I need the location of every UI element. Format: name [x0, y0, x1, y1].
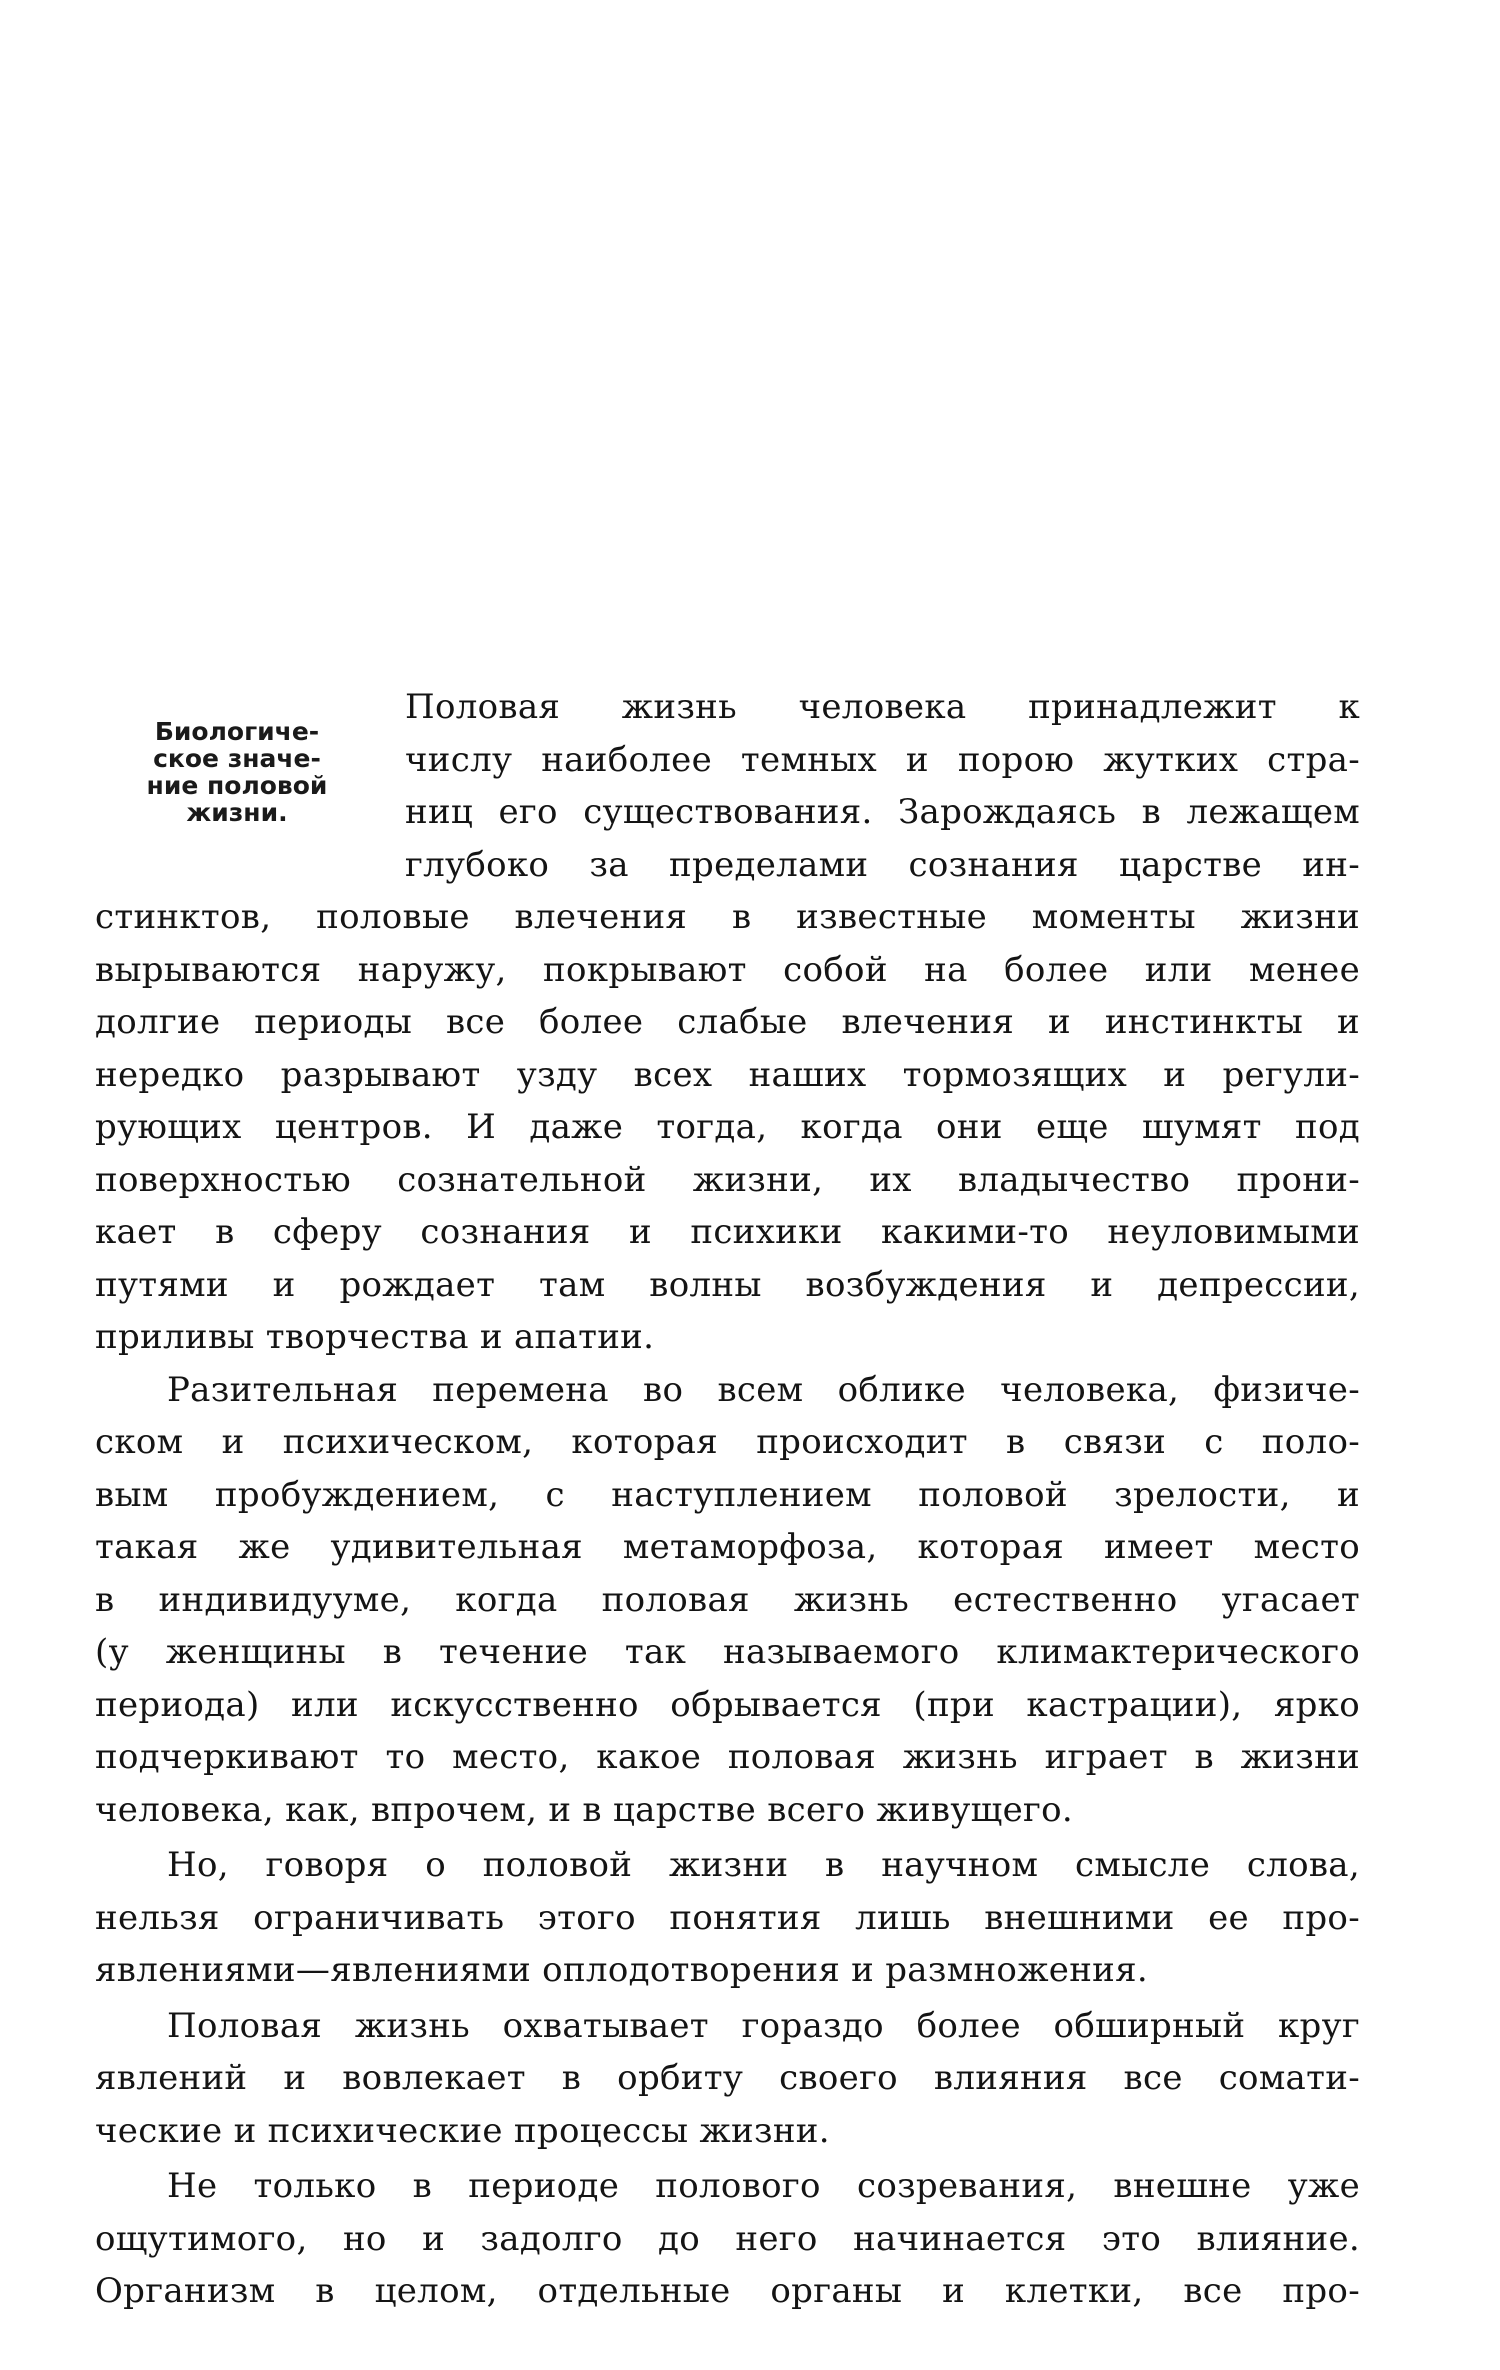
text-line: путями и рождает там волны возбуждения и депрессии,: [95, 1264, 1360, 1305]
text-line: ниц его существования. Зарождаясь в лежащем: [405, 792, 1360, 832]
text-line: Половая жизнь охватывает гораздо более обширный круг: [167, 2005, 1360, 2046]
text-line: стинктов, половые влечения в известные моменты жизни: [95, 897, 1360, 937]
text-line: кает в сферу сознания и психики какими-то неуловимыми: [95, 1212, 1360, 1252]
margin-note-line: жизни.: [186, 798, 288, 827]
text-line: ческие и психические процессы жизни.: [95, 2110, 830, 2151]
text-line: Но, говоря о половой жизни в научном смысле слова,: [167, 1845, 1360, 1885]
text-line: такая же удивительная метаморфоза, которая имеет место: [95, 1527, 1360, 1567]
text-line: числу наиболее темных и порою жутких стра-: [405, 739, 1360, 780]
text-line: глубоко за пределами сознания царстве ин-: [405, 844, 1360, 885]
text-line: вым пробуждением, с наступлением половой зрелости, и: [95, 1474, 1360, 1515]
text-line: человека, как, впрочем, и в царстве всего живущего.: [95, 1789, 1073, 1830]
text-line: (у женщины в течение так называемого климактерического: [95, 1632, 1360, 1672]
text-line: периода) или искусственно обрывается (при кастрации), ярко: [95, 1684, 1360, 1725]
paragraph-5: [95, 2160, 1360, 2318]
text-line: нельзя ограничивать этого понятия лишь внешними ее про-: [95, 1897, 1360, 1938]
margin-note-line: Биологиче-: [154, 717, 320, 746]
text-line: поверхностью сознательной жизни, их владычество прони-: [95, 1159, 1360, 1200]
text-line: подчеркивают то место, какое половая жизнь играет в жизни: [95, 1737, 1360, 1777]
text-line: ощутимого, но и задолго до него начинается это влияние.: [95, 2218, 1360, 2259]
text-line: ском и психическом, которая происходит в связи с поло-: [95, 1422, 1360, 1462]
margin-note-line: ние половой: [146, 771, 328, 800]
text-line: явлениями—явлениями оплодотворения и размножения.: [95, 1950, 1148, 1990]
text-line: нередко разрывают узду всех наших тормозящих и регули-: [95, 1054, 1360, 1095]
margin-note-line: ское значе-: [153, 744, 321, 773]
text-line: Половая жизнь человека принадлежит к: [405, 687, 1360, 727]
paragraph-1: [95, 681, 1360, 1364]
text-line: приливы творчества и апатии.: [95, 1317, 655, 1357]
text-line: Организм в целом, отдельные органы и клетки, все про-: [95, 2271, 1360, 2311]
text-line: рующих центров. И даже тогда, когда они еще шумят под: [95, 1107, 1360, 1147]
text-line: в индивидууме, когда половая жизнь естественно угасает: [95, 1579, 1360, 1620]
paragraph-3: [95, 1839, 1360, 1997]
paragraph-4: [95, 2000, 1360, 2158]
text-line: вырываются наружу, покрывают собой на более или менее: [95, 949, 1360, 990]
text-line: Разительная перемена во всем облике человека, физиче-: [167, 1369, 1360, 1410]
paragraph-2: [95, 1364, 1360, 1837]
text-line: Не только в периоде полового созревания, внешне уже: [167, 2166, 1360, 2206]
text-line: явлений и вовлекает в орбиту своего влияния все сомати-: [95, 2058, 1360, 2098]
text-line: долгие периоды все более слабые влечения и инстинкты и: [95, 1002, 1360, 1042]
body-text: [95, 681, 1360, 2318]
